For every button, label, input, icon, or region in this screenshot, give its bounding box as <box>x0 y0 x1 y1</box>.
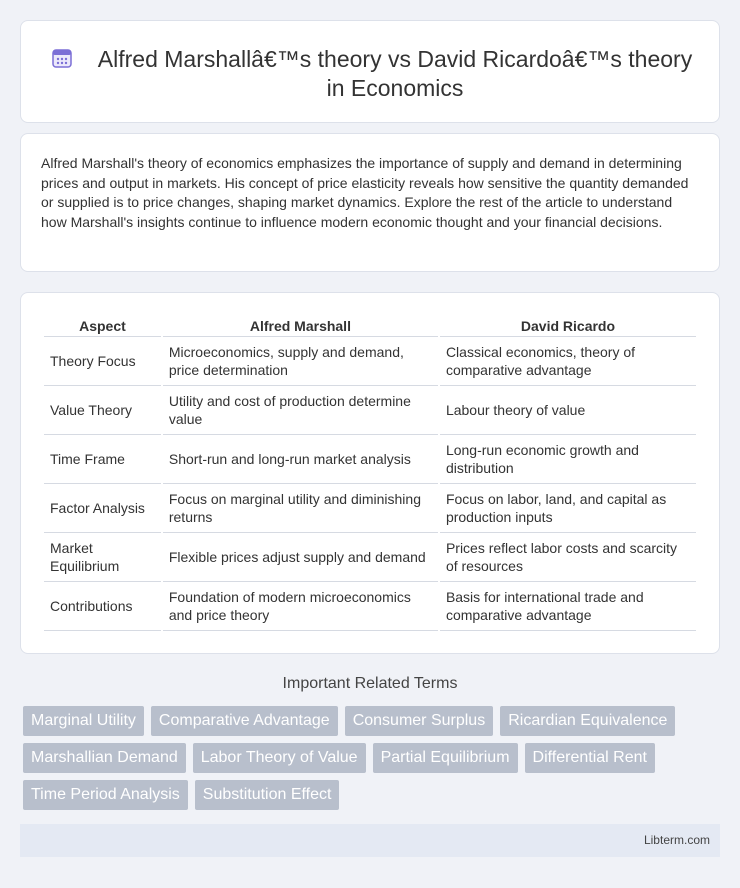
cell-ricardo: Prices reflect labor costs and scarcity of resources <box>440 533 696 582</box>
table-row <box>44 484 696 533</box>
related-term-tag[interactable]: Partial Equilibrium <box>373 743 518 773</box>
cell-aspect: Factor Analysis <box>44 484 161 533</box>
cell-marshall: Microeconomics, supply and demand, price determination <box>163 337 438 386</box>
related-term-tag[interactable]: Marshallian Demand <box>23 743 186 773</box>
page-title: Alfred Marshallâ€™s theory vs David Ricardoâ€™s theory in Economics <box>97 46 693 101</box>
header-aspect: Aspect <box>44 315 161 337</box>
cell-aspect: Market Equilibrium <box>44 533 161 582</box>
cell-marshall: Utility and cost of production determine value <box>163 386 438 435</box>
footer <box>20 824 720 857</box>
cell-ricardo: Focus on labor, land, and capital as production inputs <box>440 484 696 533</box>
cell-marshall: Flexible prices adjust supply and demand <box>163 533 438 582</box>
intro-card <box>20 133 720 272</box>
cell-aspect: Contributions <box>44 582 161 631</box>
related-term-tag[interactable]: Substitution Effect <box>195 780 340 810</box>
footer-brand[interactable]: Libterm.com <box>643 833 710 847</box>
header-card <box>20 20 720 123</box>
cell-ricardo: Labour theory of value <box>440 386 696 435</box>
cell-ricardo: Long-run economic growth and distribution <box>440 435 696 484</box>
comparison-table <box>42 315 698 631</box>
related-term-tag[interactable]: Marginal Utility <box>23 706 144 736</box>
table-row <box>44 533 696 582</box>
cell-marshall: Focus on marginal utility and diminishing returns <box>163 484 438 533</box>
related-terms-title: Important Related Terms <box>282 675 458 692</box>
related-term-tag[interactable]: Labor Theory of Value <box>193 743 366 773</box>
table-row <box>44 386 696 435</box>
comparison-table-card <box>20 292 720 654</box>
header-ricardo: David Ricardo <box>440 315 696 337</box>
related-term-tag[interactable]: Comparative Advantage <box>151 706 338 736</box>
cell-marshall: Short-run and long-run market analysis <box>163 435 438 484</box>
table-row <box>44 582 696 631</box>
cell-aspect: Value Theory <box>44 386 161 435</box>
table-row <box>44 337 696 386</box>
table-row <box>44 435 696 484</box>
intro-paragraph: Alfred Marshall's theory of economics emphasizes the importance of supply and demand in determining prices and output in markets. His concept of price elasticity reveals how sensitive the quantity demanded or supplied is to price changes, shaping market dynamics. Explore the rest of the article to understand how Marshall's insights continue to influence modern economic thought and your financial decisions. <box>41 155 689 231</box>
related-term-tag[interactable]: Time Period Analysis <box>23 780 188 810</box>
table-header-row <box>44 315 696 337</box>
related-term-tag[interactable]: Differential Rent <box>525 743 655 773</box>
related-terms-list <box>23 706 683 810</box>
cell-marshall: Foundation of modern microeconomics and price theory <box>163 582 438 631</box>
related-term-tag[interactable]: Ricardian Equivalence <box>500 706 675 736</box>
header-marshall: Alfred Marshall <box>163 315 438 337</box>
cell-ricardo: Basis for international trade and comparative advantage <box>440 582 696 631</box>
cell-aspect: Time Frame <box>44 435 161 484</box>
cell-aspect: Theory Focus <box>44 337 161 386</box>
cell-ricardo: Classical economics, theory of comparative advantage <box>440 337 696 386</box>
related-term-tag[interactable]: Consumer Surplus <box>345 706 494 736</box>
